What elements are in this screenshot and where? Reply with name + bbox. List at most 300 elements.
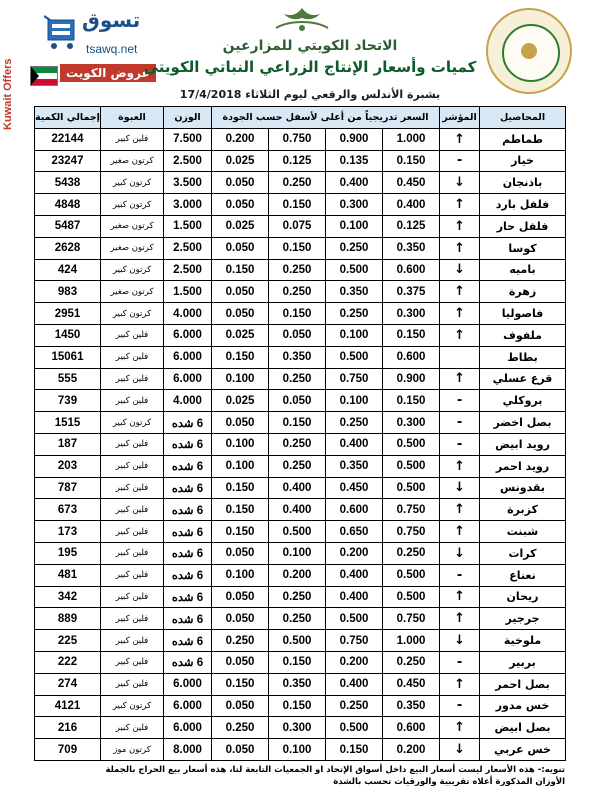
indicator-cell: ↓ [440, 259, 480, 281]
price-cell: 0.500 [326, 717, 383, 739]
price-cell: 0.050 [269, 390, 326, 412]
package-cell: فلين كبير [101, 630, 164, 652]
indicator-cell: ↑ [440, 368, 480, 390]
crop-cell: فاصوليا [480, 303, 566, 325]
weight-cell: 6 شده [164, 542, 212, 564]
package-cell: فلين كبير [101, 542, 164, 564]
header-indicator: المؤشر [440, 107, 480, 129]
price-cell: 0.350 [269, 673, 326, 695]
indicator-cell: ↑ [440, 717, 480, 739]
price-cell: 0.250 [326, 303, 383, 325]
total-cell: 555 [35, 368, 101, 390]
price-cell: 0.050 [212, 695, 269, 717]
price-cell: 0.350 [326, 455, 383, 477]
weight-cell: 2.500 [164, 259, 212, 281]
table-row [35, 172, 566, 194]
total-cell: 5438 [35, 172, 101, 194]
crop-cell: كرات [480, 542, 566, 564]
indicator-cell: - [440, 412, 480, 434]
table-row [35, 237, 566, 259]
footer-note [34, 764, 565, 788]
price-cell: 0.300 [269, 717, 326, 739]
total-cell: 424 [35, 259, 101, 281]
indicator-cell: ↓ [440, 630, 480, 652]
indicator-cell: ↓ [440, 477, 480, 499]
crop-cell: زهرة [480, 281, 566, 303]
price-cell: 0.150 [212, 477, 269, 499]
table-row [35, 215, 566, 237]
crop-cell: بصل احمر [480, 673, 566, 695]
price-cell: 0.400 [326, 673, 383, 695]
weight-cell: 2.500 [164, 150, 212, 172]
indicator-cell: - [440, 564, 480, 586]
total-cell: 274 [35, 673, 101, 695]
weight-cell: 8.000 [164, 739, 212, 761]
total-cell: 787 [35, 477, 101, 499]
crop-cell: طماطم [480, 128, 566, 150]
table-row [35, 368, 566, 390]
price-cell: 0.050 [212, 739, 269, 761]
crop-cell: خس عربي [480, 739, 566, 761]
crop-cell: خس مدور [480, 695, 566, 717]
total-cell: 4848 [35, 194, 101, 216]
price-cell: 0.200 [326, 542, 383, 564]
indicator-cell: - [440, 390, 480, 412]
total-cell: 203 [35, 455, 101, 477]
price-table [34, 106, 566, 761]
weight-cell: 6 شده [164, 608, 212, 630]
price-cell: 0.150 [269, 194, 326, 216]
package-cell: فلين كبير [101, 324, 164, 346]
package-cell: فلين كبير [101, 673, 164, 695]
price-cell: 0.300 [326, 194, 383, 216]
table-row [35, 739, 566, 761]
total-cell: 222 [35, 651, 101, 673]
indicator-cell: ↑ [440, 281, 480, 303]
table-row [35, 281, 566, 303]
price-cell: 0.150 [212, 346, 269, 368]
total-cell: 2951 [35, 303, 101, 325]
indicator-cell: ↑ [440, 237, 480, 259]
price-cell: 0.100 [326, 390, 383, 412]
price-cell: 0.135 [326, 150, 383, 172]
weight-cell: 6 شده [164, 651, 212, 673]
price-cell: 0.450 [383, 172, 440, 194]
table-row [35, 542, 566, 564]
price-cell: 0.025 [212, 390, 269, 412]
price-cell: 0.150 [383, 390, 440, 412]
indicator-cell: - [440, 433, 480, 455]
price-cell: 0.050 [212, 412, 269, 434]
price-cell: 0.450 [326, 477, 383, 499]
weight-cell: 6 شده [164, 455, 212, 477]
price-cell: 0.500 [326, 608, 383, 630]
kuwait-flag-icon [30, 66, 58, 86]
crop-cell: كزبرة [480, 499, 566, 521]
price-cell: 0.900 [383, 368, 440, 390]
package-cell: فلين كبير [101, 368, 164, 390]
table-header-row [35, 107, 566, 129]
indicator-cell: ↑ [440, 673, 480, 695]
total-cell: 5487 [35, 215, 101, 237]
price-cell: 0.100 [326, 215, 383, 237]
indicator-cell [440, 346, 480, 368]
table-row [35, 586, 566, 608]
price-cell: 0.250 [326, 412, 383, 434]
table-row [35, 564, 566, 586]
total-cell: 195 [35, 542, 101, 564]
indicator-cell: ↓ [440, 739, 480, 761]
price-cell: 0.600 [383, 346, 440, 368]
header-package: العبوة [101, 107, 164, 129]
weight-cell: 6 شده [164, 433, 212, 455]
total-cell: 2628 [35, 237, 101, 259]
price-cell: 0.050 [212, 281, 269, 303]
price-cell: 0.050 [269, 324, 326, 346]
price-cell: 0.100 [212, 433, 269, 455]
package-cell: كرتون كبير [101, 412, 164, 434]
crop-cell: بصل ابيض [480, 717, 566, 739]
package-cell: فلين كبير [101, 477, 164, 499]
total-cell: 22144 [35, 128, 101, 150]
kuwait-offers-label: عروض الكويت [60, 64, 156, 82]
table-row [35, 608, 566, 630]
table-row [35, 433, 566, 455]
package-cell: فلين كبير [101, 608, 164, 630]
price-cell: 0.500 [383, 433, 440, 455]
price-cell: 0.400 [269, 499, 326, 521]
crop-cell: باميه [480, 259, 566, 281]
union-emblem-logo [486, 8, 572, 94]
price-cell: 0.100 [212, 368, 269, 390]
indicator-cell: - [440, 651, 480, 673]
total-cell: 1515 [35, 412, 101, 434]
price-cell: 0.250 [269, 455, 326, 477]
crop-cell: كوسا [480, 237, 566, 259]
price-cell: 0.250 [326, 237, 383, 259]
crop-cell: ملفوف [480, 324, 566, 346]
price-cell: 1.000 [383, 630, 440, 652]
price-cell: 0.150 [269, 303, 326, 325]
package-cell: فلين كبير [101, 433, 164, 455]
weight-cell: 6 شده [164, 586, 212, 608]
price-cell: 0.500 [326, 259, 383, 281]
table-row [35, 651, 566, 673]
price-cell: 0.600 [383, 259, 440, 281]
crop-cell: ريحان [480, 586, 566, 608]
indicator-cell: - [440, 695, 480, 717]
price-cell: 0.025 [212, 150, 269, 172]
indicator-cell: ↑ [440, 324, 480, 346]
brand-name: تسوق [82, 8, 141, 32]
weight-cell: 2.500 [164, 237, 212, 259]
total-cell: 15061 [35, 346, 101, 368]
table-row [35, 695, 566, 717]
total-cell: 889 [35, 608, 101, 630]
crop-cell: بقدونس [480, 477, 566, 499]
indicator-cell: ↑ [440, 303, 480, 325]
price-cell: 0.250 [269, 586, 326, 608]
indicator-cell: ↑ [440, 215, 480, 237]
table-row [35, 521, 566, 543]
price-cell: 0.050 [212, 542, 269, 564]
price-cell: 0.350 [383, 237, 440, 259]
price-cell: 0.300 [383, 303, 440, 325]
price-cell: 0.500 [383, 586, 440, 608]
weight-cell: 4.000 [164, 390, 212, 412]
crop-cell: فلفل بارد [480, 194, 566, 216]
price-cell: 0.250 [383, 542, 440, 564]
indicator-cell: ↑ [440, 455, 480, 477]
price-cell: 0.150 [383, 324, 440, 346]
price-cell: 0.750 [383, 521, 440, 543]
crop-cell: بطاط [480, 346, 566, 368]
price-cell: 0.075 [269, 215, 326, 237]
header-total: إجمالي الكمية [35, 107, 101, 129]
package-cell: كرتون صغير [101, 237, 164, 259]
package-cell: فلين كبير [101, 346, 164, 368]
price-cell: 0.250 [212, 630, 269, 652]
side-watermark-text: Kuwait Offers [2, 58, 14, 130]
weight-cell: 6 شده [164, 477, 212, 499]
package-cell: كرتون كبير [101, 259, 164, 281]
price-cell: 0.250 [269, 368, 326, 390]
total-cell: 709 [35, 739, 101, 761]
crop-cell: خيار [480, 150, 566, 172]
crop-cell: فلفل حار [480, 215, 566, 237]
indicator-cell: ↑ [440, 521, 480, 543]
total-cell: 225 [35, 630, 101, 652]
package-cell: كرتون كبير [101, 695, 164, 717]
ornament-icon [270, 6, 334, 36]
table-row [35, 303, 566, 325]
price-cell: 0.050 [212, 303, 269, 325]
weight-cell: 4.000 [164, 303, 212, 325]
price-cell: 0.350 [269, 346, 326, 368]
table-row [35, 150, 566, 172]
price-cell: 0.750 [326, 630, 383, 652]
table-row [35, 717, 566, 739]
price-cell: 0.250 [269, 608, 326, 630]
crop-cell: شبنت [480, 521, 566, 543]
price-cell: 0.900 [326, 128, 383, 150]
package-cell: فلين كبير [101, 717, 164, 739]
indicator-cell: ↑ [440, 194, 480, 216]
price-cell: 0.025 [212, 215, 269, 237]
table-row [35, 630, 566, 652]
price-cell: 0.100 [269, 542, 326, 564]
crop-cell: بربير [480, 651, 566, 673]
weight-cell: 6.000 [164, 368, 212, 390]
total-cell: 187 [35, 433, 101, 455]
price-cell: 0.150 [383, 150, 440, 172]
total-cell: 342 [35, 586, 101, 608]
table-row [35, 259, 566, 281]
total-cell: 673 [35, 499, 101, 521]
package-cell: فلين كبير [101, 521, 164, 543]
table-row [35, 412, 566, 434]
weight-cell: 6 شده [164, 564, 212, 586]
package-cell: فلين كبير [101, 499, 164, 521]
price-cell: 0.050 [212, 608, 269, 630]
price-cell: 1.000 [383, 128, 440, 150]
price-cell: 0.250 [269, 172, 326, 194]
price-cell: 0.250 [269, 259, 326, 281]
indicator-cell: ↑ [440, 128, 480, 150]
package-cell: فلين كبير [101, 564, 164, 586]
weight-cell: 3.500 [164, 172, 212, 194]
weight-cell: 6.000 [164, 673, 212, 695]
weight-cell: 1.500 [164, 281, 212, 303]
total-cell: 481 [35, 564, 101, 586]
price-cell: 0.050 [212, 172, 269, 194]
package-cell: فلين كبير [101, 128, 164, 150]
crop-cell: قرع عسلي [480, 368, 566, 390]
package-cell: كرتون صغير [101, 215, 164, 237]
price-cell: 0.500 [326, 346, 383, 368]
price-cell: 0.500 [269, 521, 326, 543]
crop-cell: باذنجان [480, 172, 566, 194]
weight-cell: 6 شده [164, 521, 212, 543]
price-cell: 0.125 [269, 150, 326, 172]
total-cell: 216 [35, 717, 101, 739]
price-cell: 0.150 [269, 695, 326, 717]
indicator-cell: ↑ [440, 586, 480, 608]
price-cell: 0.750 [383, 608, 440, 630]
page-title: كميات وأسعار الإنتاج الزراعي النباتي الكويتي [143, 58, 477, 76]
total-cell: 23247 [35, 150, 101, 172]
package-cell: كرتون صغير [101, 281, 164, 303]
total-cell: 983 [35, 281, 101, 303]
price-cell: 0.750 [326, 368, 383, 390]
price-cell: 0.150 [269, 651, 326, 673]
weight-cell: 6.000 [164, 324, 212, 346]
price-cell: 0.050 [212, 194, 269, 216]
indicator-cell: ↓ [440, 172, 480, 194]
note-line-2: الأوزان المذكورة أعلاه تقريبية والورقيات تحسب بالشدة [333, 777, 565, 787]
price-cell: 0.400 [326, 564, 383, 586]
price-cell: 0.100 [326, 324, 383, 346]
indicator-cell: - [440, 150, 480, 172]
crop-cell: بروكلي [480, 390, 566, 412]
table-row [35, 346, 566, 368]
table-row [35, 455, 566, 477]
union-name: الاتحاد الكويتي للمزارعين [222, 38, 398, 54]
weight-cell: 3.000 [164, 194, 212, 216]
price-cell: 0.750 [383, 499, 440, 521]
price-cell: 0.500 [269, 630, 326, 652]
price-cell: 0.400 [326, 172, 383, 194]
price-cell: 0.200 [326, 651, 383, 673]
price-cell: 0.350 [326, 281, 383, 303]
total-cell: 1450 [35, 324, 101, 346]
crop-cell: رويد ابيض [480, 433, 566, 455]
price-cell: 0.150 [212, 673, 269, 695]
weight-cell: 6.000 [164, 346, 212, 368]
price-cell: 0.200 [269, 564, 326, 586]
price-cell: 0.100 [212, 564, 269, 586]
price-cell: 0.200 [212, 128, 269, 150]
price-cell: 0.250 [269, 281, 326, 303]
weight-cell: 6.000 [164, 695, 212, 717]
weight-cell: 1.500 [164, 215, 212, 237]
package-cell: فلين كبير [101, 390, 164, 412]
price-cell: 0.025 [212, 324, 269, 346]
price-cell: 0.125 [383, 215, 440, 237]
price-cell: 0.400 [326, 433, 383, 455]
package-cell: كرتون كبير [101, 303, 164, 325]
price-cell: 0.600 [383, 717, 440, 739]
crop-cell: نعناع [480, 564, 566, 586]
price-cell: 0.500 [383, 455, 440, 477]
header-weight: الوزن [164, 107, 212, 129]
price-cell: 0.650 [326, 521, 383, 543]
note-line-1: تنويه:- هذه الأسعار ليست أسعار البيع داخل أسواق الإتحاد او الجمعيات التابعة لنا، هذه أسعار بيع الحراج بالجملة [105, 765, 565, 775]
crop-cell: ملوخية [480, 630, 566, 652]
indicator-cell: ↑ [440, 499, 480, 521]
header-crop: المحاصيل [480, 107, 566, 129]
price-cell: 0.150 [212, 259, 269, 281]
price-cell: 0.250 [269, 433, 326, 455]
total-cell: 173 [35, 521, 101, 543]
price-cell: 0.050 [212, 237, 269, 259]
table-row [35, 324, 566, 346]
price-cell: 0.400 [383, 194, 440, 216]
price-cell: 0.150 [212, 521, 269, 543]
indicator-cell: ↑ [440, 608, 480, 630]
table-row [35, 673, 566, 695]
indicator-cell: ↓ [440, 542, 480, 564]
crop-cell: رويد احمر [480, 455, 566, 477]
table-row [35, 390, 566, 412]
price-cell: 0.200 [383, 739, 440, 761]
package-cell: كرتون كبير [101, 194, 164, 216]
price-cell: 0.150 [212, 499, 269, 521]
crop-cell: بصل اخضر [480, 412, 566, 434]
package-cell: فلين كبير [101, 651, 164, 673]
package-cell: فلين كبير [101, 586, 164, 608]
package-cell: كرتون موز [101, 739, 164, 761]
crop-cell: جرجير [480, 608, 566, 630]
price-cell: 0.150 [269, 412, 326, 434]
header-price: السعر تدريجياً من أعلى لأسفل حسب الجودة [212, 107, 440, 129]
weight-cell: 6.000 [164, 717, 212, 739]
table-row [35, 194, 566, 216]
price-cell: 0.400 [269, 477, 326, 499]
price-cell: 0.375 [383, 281, 440, 303]
price-cell: 0.350 [383, 695, 440, 717]
price-cell: 0.400 [326, 586, 383, 608]
weight-cell: 7.500 [164, 128, 212, 150]
shopping-cart-icon [44, 12, 80, 54]
price-cell: 0.050 [212, 586, 269, 608]
table-row [35, 499, 566, 521]
table-row [35, 128, 566, 150]
weight-cell: 6 شده [164, 630, 212, 652]
weight-cell: 6 شده [164, 499, 212, 521]
price-cell: 0.250 [326, 695, 383, 717]
page-subtitle: بشبرة الأندلس والرقعي ليوم الثلاثاء 17/4/2018 [179, 88, 441, 101]
package-cell: كرتون صغير [101, 150, 164, 172]
price-cell: 0.600 [326, 499, 383, 521]
weight-cell: 6 شده [164, 412, 212, 434]
package-cell: كرتون كبير [101, 172, 164, 194]
brand-url: tsawq.net [86, 42, 138, 56]
price-cell: 0.150 [326, 739, 383, 761]
price-cell: 0.250 [212, 717, 269, 739]
total-cell: 739 [35, 390, 101, 412]
table-row [35, 477, 566, 499]
